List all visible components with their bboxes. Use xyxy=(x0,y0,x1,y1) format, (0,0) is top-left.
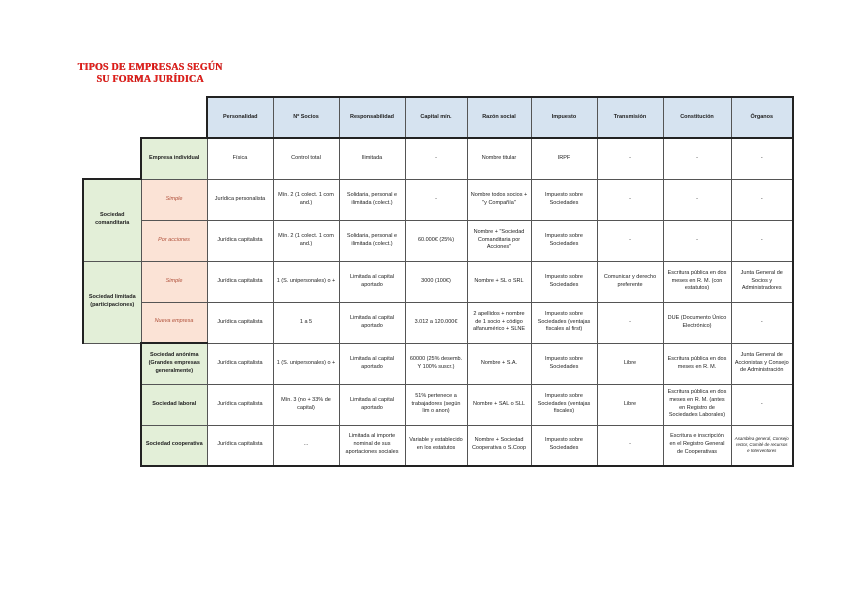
cell: Escritura pública en dos meses en R. M. (antes en Registro de Sociedades Laborales) xyxy=(663,384,731,425)
cell: Asamblea general, Consejo rector, Comité de recursos e Interventores xyxy=(731,425,793,466)
row-label: Sociedad cooperativa xyxy=(141,425,207,466)
cell: Libre xyxy=(597,384,663,425)
cell: Libre xyxy=(597,343,663,384)
header-impuesto: Impuesto xyxy=(531,97,597,138)
cell: 60.000€ (25%) xyxy=(405,220,467,261)
cell: - xyxy=(405,138,467,179)
cell: - xyxy=(597,302,663,343)
row-label: Nueva empresa xyxy=(141,302,207,343)
cell: 1 (S. unipersonales) o + xyxy=(273,343,339,384)
cell: Nombre + SAL o SLL xyxy=(467,384,531,425)
cell: Nombre + S.A. xyxy=(467,343,531,384)
row-label: Simple xyxy=(141,261,207,302)
cell: - xyxy=(597,179,663,220)
cell: - xyxy=(597,425,663,466)
cell: Impuesto sobre Sociedades xyxy=(531,343,597,384)
cell: - xyxy=(731,179,793,220)
cell: 1 a 5 xyxy=(273,302,339,343)
header-razon-social: Razón social xyxy=(467,97,531,138)
cell: 1 (S. unipersonales) o + xyxy=(273,261,339,302)
row-label: Empresa individual xyxy=(141,138,207,179)
page-title xyxy=(60,62,240,86)
cell: - xyxy=(663,220,731,261)
cell: Nombre todos socios + "y Compañía" xyxy=(467,179,531,220)
cell: - xyxy=(597,220,663,261)
cell: 51% pertenece a trabajadores (según lim o anon) xyxy=(405,384,467,425)
header-organos: Órganos xyxy=(731,97,793,138)
cell: Impuesto sobre Sociedades xyxy=(531,261,597,302)
cell: Nombre + Sociedad Cooperativa o S.Coop xyxy=(467,425,531,466)
cell: 60000 (25% desemb. Y 100% suscr.) xyxy=(405,343,467,384)
table-row xyxy=(83,138,793,179)
cell: Mín. 2 (1 colect. 1 com and.) xyxy=(273,179,339,220)
cell: Limitada al capital aportado xyxy=(339,384,405,425)
cell: Física xyxy=(207,138,273,179)
cell: Nombre + "Sociedad Comanditaria por Acciones" xyxy=(467,220,531,261)
cell: Escritura pública en dos meses en R. M. (con estatutos) xyxy=(663,261,731,302)
cell: Ilimitada xyxy=(339,138,405,179)
table-row xyxy=(83,425,793,466)
cell: 3.012 a 120.000€ xyxy=(405,302,467,343)
header-socios: Nº Socios xyxy=(273,97,339,138)
cell: Junta General de Accionistas y Consejo de Administración xyxy=(731,343,793,384)
cell: Comunicar y derecho preferente xyxy=(597,261,663,302)
cell: 3000 (100€) xyxy=(405,261,467,302)
cell: Nombre titular xyxy=(467,138,531,179)
cell: Jurídica capitalista xyxy=(207,425,273,466)
cell: Limitada al capital aportado xyxy=(339,302,405,343)
cell: IRPF xyxy=(531,138,597,179)
cell: - xyxy=(663,138,731,179)
cell: - xyxy=(731,302,793,343)
cell: Impuesto sobre Sociedades (ventajas fiscales al first) xyxy=(531,302,597,343)
table-row xyxy=(83,179,793,220)
cell: Mín. 2 (1 colect. 1 com and.) xyxy=(273,220,339,261)
cell: Nombre + SL o SRL xyxy=(467,261,531,302)
cell: - xyxy=(663,179,731,220)
table-row xyxy=(83,384,793,425)
group-label-comanditaria: Sociedad comanditaria xyxy=(83,179,141,261)
cell: Escritura e inscripción en el Registro General de Cooperativas xyxy=(663,425,731,466)
row-label: Sociedad anónima (Grandes empresas generalmente) xyxy=(141,343,207,384)
cell: Variable y establecido en los estatutos xyxy=(405,425,467,466)
cell: Impuesto sobre Sociedades xyxy=(531,220,597,261)
cell: - xyxy=(731,220,793,261)
header-capital: Capital mín. xyxy=(405,97,467,138)
cell: Impuesto sobre Sociedades (ventajas fiscales) xyxy=(531,384,597,425)
cell: Mín. 3 (no + 33% de capital) xyxy=(273,384,339,425)
cell: Jurídica capitalista xyxy=(207,261,273,302)
cell: Jurídica capitalista xyxy=(207,343,273,384)
cell: Control total xyxy=(273,138,339,179)
row-label: Sociedad laboral xyxy=(141,384,207,425)
table-row xyxy=(83,261,793,302)
cell: Jurídica capitalista xyxy=(207,302,273,343)
cell: Limitada al importe nominal de sus aportaciones sociales xyxy=(339,425,405,466)
cell: Jurídica capitalista xyxy=(207,384,273,425)
header-transmision: Transmisión xyxy=(597,97,663,138)
cell: Junta General de Socios y Administradores xyxy=(731,261,793,302)
row-label: Por acciones xyxy=(141,220,207,261)
cell: Solidaria, personal e ilimitada (colect.) xyxy=(339,179,405,220)
header-responsabilidad: Responsabilidad xyxy=(339,97,405,138)
title-line-2: SU FORMA JURÍDICA xyxy=(96,74,204,85)
company-types-table xyxy=(82,96,794,467)
cell: - xyxy=(405,179,467,220)
cell: Jurídica capitalista xyxy=(207,220,273,261)
header-constitucion: Constitución xyxy=(663,97,731,138)
cell: Impuesto sobre Sociedades xyxy=(531,425,597,466)
cell: Solidaria, personal e ilimitada (colect.) xyxy=(339,220,405,261)
table-row xyxy=(83,302,793,343)
header-row xyxy=(83,97,793,138)
row-label: Simple xyxy=(141,179,207,220)
cell: Impuesto sobre Sociedades xyxy=(531,179,597,220)
group-label-limitada: Sociedad limitada (participaciones) xyxy=(83,261,141,343)
table-row xyxy=(83,220,793,261)
cell: Escritura pública en dos meses en R. M. xyxy=(663,343,731,384)
cell: - xyxy=(731,138,793,179)
header-personalidad: Personalidad xyxy=(207,97,273,138)
cell: - xyxy=(597,138,663,179)
cell: DUE (Documento Único Electrónico) xyxy=(663,302,731,343)
cell: Jurídica personalista xyxy=(207,179,273,220)
cell: ... xyxy=(273,425,339,466)
cell: Limitada al capital aportado xyxy=(339,261,405,302)
cell: 2 apellidos + nombre de 1 socio + código alfanumérico + SLNE xyxy=(467,302,531,343)
cell: Limitada al capital aportado xyxy=(339,343,405,384)
title-line-1: TIPOS DE EMPRESAS SEGÚN xyxy=(77,62,223,73)
table-row xyxy=(83,343,793,384)
cell: - xyxy=(731,384,793,425)
